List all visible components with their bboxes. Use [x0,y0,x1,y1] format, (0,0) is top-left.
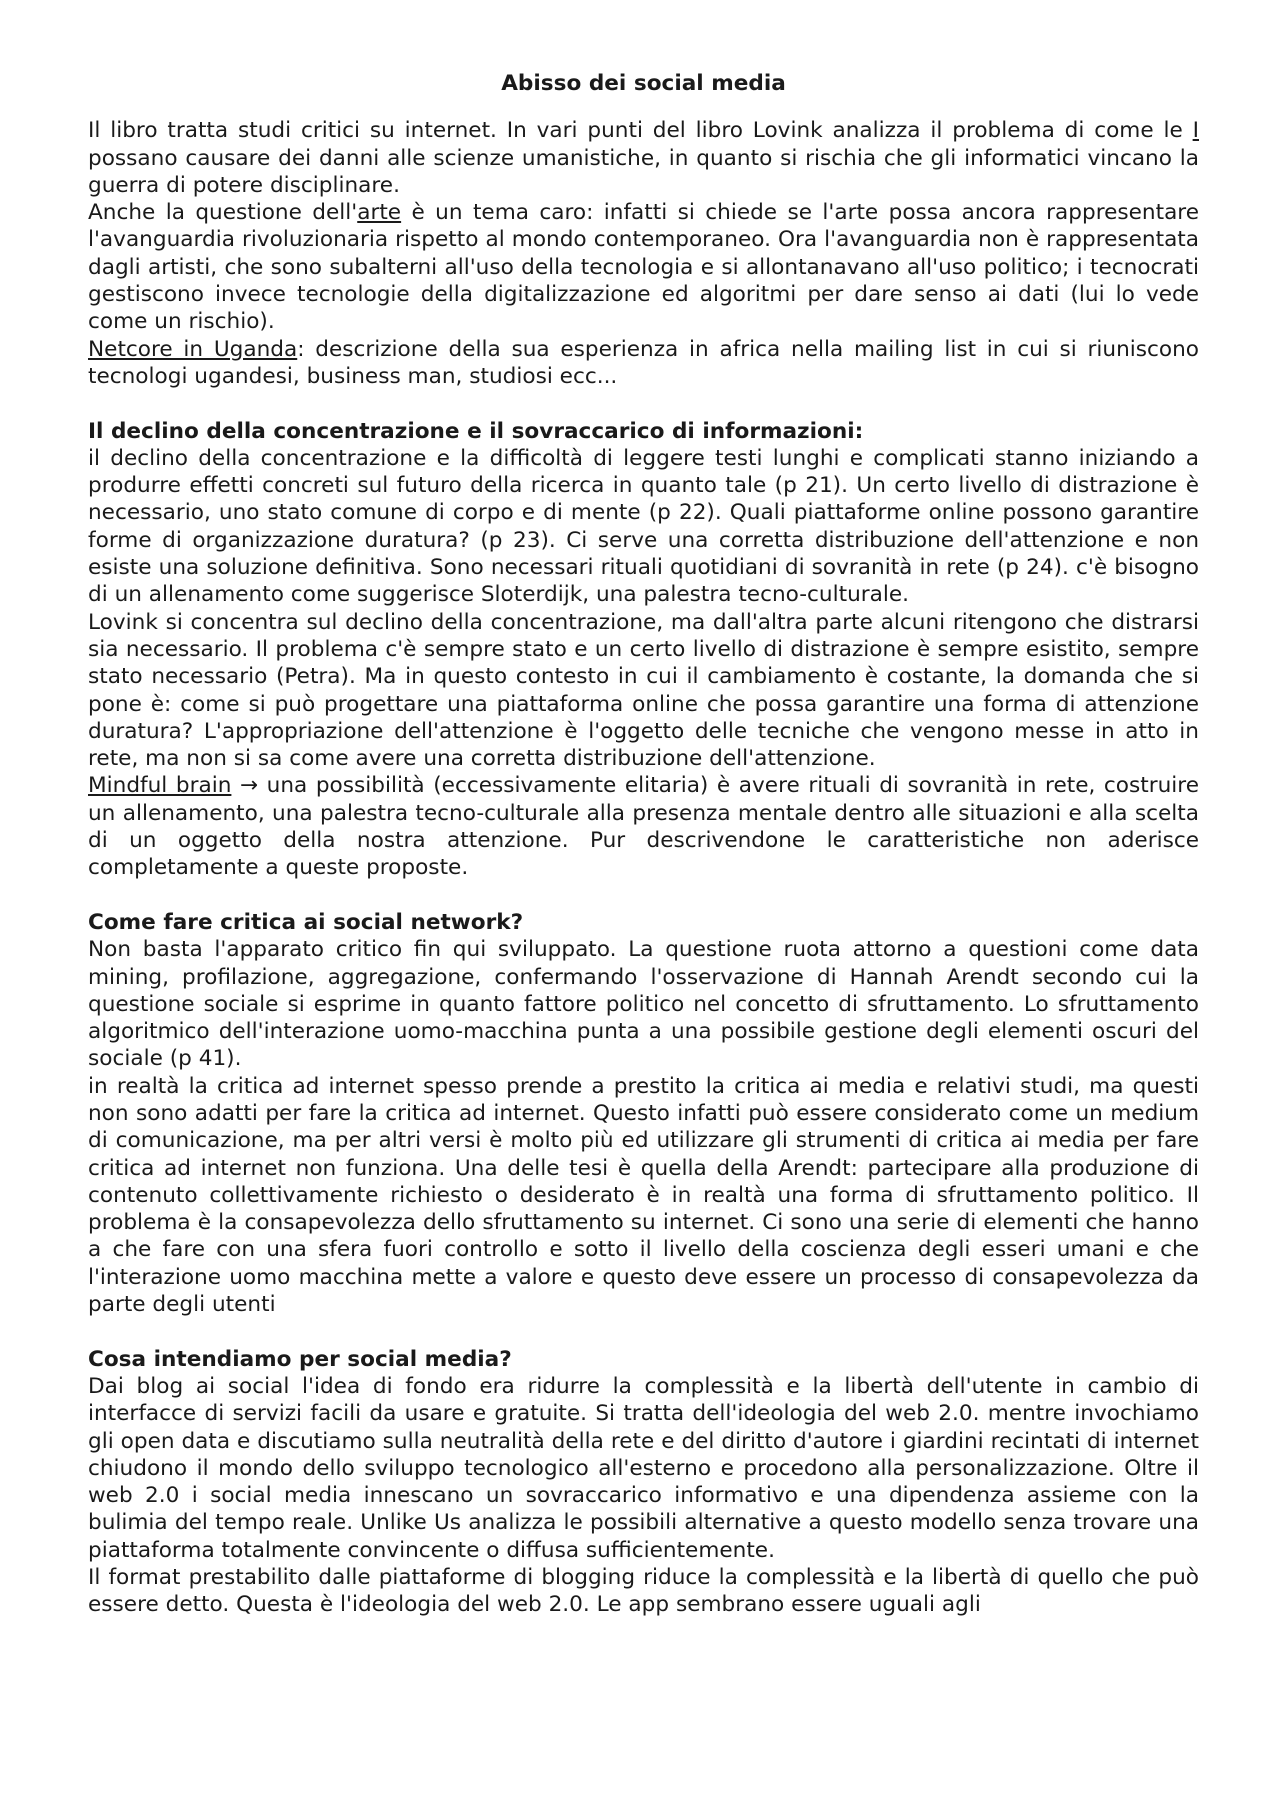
section3-paragraph-1: Dai blog ai social l'idea di fondo era ridurre la complessità e la libertà dell'utente in cambio di interfacce di servizi facili da usare e gratuite. Si tratta dell'ideologia del web 2.0. mentre invochiamo gli open data e discutiamo sulla neutralità della rete e del diritto d'autore i giardini recintati di internet chiudono il mondo dello sviluppo tecnologico all'esterno e procedono alla personalizzazione. Oltre il web 2.0 i social media innescano un sovraccarico informativo e una dipendenza assieme con la bulimia del tempo reale. Unlike Us analizza le possibili alternative a questo modello senza trovare una piattaforma totalmente convincente o diffusa sufficientemente. [88,1373,1199,1563]
section-heading-critica: Come fare critica ai social network? [88,909,524,935]
section-heading-concentrazione: Il declino della concentrazione e il sovraccarico di informazioni: [88,418,864,444]
intro-p1-underlined: I [1192,118,1199,144]
document-title: Abisso dei social media [501,71,786,96]
spacer [88,1318,1199,1345]
section1-paragraph-1: il declino della concentrazione e la difficoltà di leggere testi lunghi e complicati stanno iniziando a produrre effetti concreti sul futuro della ricerca in quanto tale (p 21). Un certo livello di distrazione è necessario, uno stato comune di corpo e di mente (p 22). Quali piattaforme online possono garantire forme di organizzazione duratura? (p 23). Ci serve una corretta distribuzione dell'attenzione e non esiste una soluzione definitiva. Sono necessari rituali quotidiani di sovranità in rete (p 24). c'è bisogno di un allenamento come suggerisce Sloterdijk, una palestra tecno-culturale. [88,445,1199,608]
intro-p1-text-a: Il libro tratta studi critici su internet. In vari punti del libro Lovink analizza il problema di come le [88,118,1193,144]
section1-paragraph-2: Lovink si concentra sul declino della concentrazione, ma dall'altra parte alcuni ritengono che distrarsi sia necessario. Il problema c'è sempre stato e un certo livello di distrazione è sempre esistito, sempre stato necessario (Petra). Ma in questo contesto in cui il cambiamento è costante, la domanda che si pone è: come si può progettare una piattaforma online che possa garantire una forma di attenzione duratura? L'appropriazione dell'attenzione è l'oggetto delle tecniche che vengono messe in atto in rete, ma non si sa come avere una corretta distribuzione dell'attenzione. [88,609,1199,772]
intro-p3-text-b: : descrizione della sua esperienza in africa nella mailing list in cui si riuniscono tecnologi ugandesi, business man, studiosi ecc... [88,336,1199,389]
intro-p2-text-a: Anche la questione dell' [88,200,358,226]
intro-paragraph-2 [88,199,1199,335]
document-page [88,70,1199,1619]
spacer [88,390,1199,417]
section2-paragraph-1: Non basta l'apparato critico fin qui sviluppato. La questione ruota attorno a questioni come data mining, profilazione, aggregazione, confermando l'osservazione di Hannah Arendt secondo cui la questione sociale si esprime in quanto fattore politico nel concetto di sfruttamento. Lo sfruttamento algoritmico dell'interazione uomo-macchina punta a una possibile gestione degli elementi oscuri del sociale (p 41). [88,937,1199,1072]
section-heading-social-media: Cosa intendiamo per social media? [88,1346,512,1372]
intro-p3-underlined: Netcore in Uganda [88,336,298,362]
intro-paragraph-3 [88,336,1199,391]
section1-p3-underlined: Mindful brain [88,773,232,799]
intro-p2-text-b: è un tema caro: infatti si chiede se l'arte possa ancora rappresentare l'avanguardia rivoluzionaria rispetto al mondo contemporaneo. Ora l'avanguardia non è rappresentata dagli artisti, che sono subalterni all'uso della tecnologia e si allontanavano all'uso politico; i tecnocrati gestiscono invece tecnologie della digitalizzazione ed algoritmi per dare senso ai dati (lui lo vede come un rischio). [88,200,1199,335]
intro-paragraph-1 [88,117,1199,199]
intro-p2-underlined: arte [357,200,402,226]
section1-p3-text-b: una possibilità (eccessivamente elitaria) è avere rituali di sovranità in rete, costruire un allenamento, una palestra tecno-culturale alla presenza mentale dentro alle situazioni e alla scelta di un oggetto della nostra attenzione. Pur descrivendone le caratteristiche non aderisce completamente a queste proposte. [88,773,1199,881]
intro-p1-text-b: possano causare dei danni alle scienze umanistiche, in quanto si rischia che gli informatici vincano la guerra di potere disciplinare. [88,145,1199,198]
section1-paragraph-3 [88,772,1199,881]
arrow-icon: → [231,773,267,799]
spacer [88,882,1199,909]
section3-paragraph-2: Il format prestabilito dalle piattaforme di blogging riduce la complessità e la libertà di quello che può essere detto. Questa è l'ideologia del web 2.0. Le app sembrano essere uguali agli [88,1565,1199,1618]
section2-paragraph-2: in realtà la critica ad internet spesso prende a prestito la critica ai media e relativi studi, ma questi non sono adatti per fare la critica ad internet. Questo infatti può essere considerato come un medium di comunicazione, ma per altri versi è molto più ed utilizzare gli strumenti di critica ai media per fare critica ad internet non funziona. Una delle tesi è quella della Arendt: partecipare alla produzione di contenuto collettivamente richiesto o desiderato è in realtà una forma di sfruttamento politico. Il problema è la consapevolezza dello sfruttamento su internet. Ci sono una serie di elementi che hanno a che fare con una sfera fuori controllo e sotto il livello della coscienza degli esseri umani e che l'interazione uomo macchina mette a valore e questo deve essere un processo di consapevolezza da parte degli utenti [88,1073,1199,1318]
